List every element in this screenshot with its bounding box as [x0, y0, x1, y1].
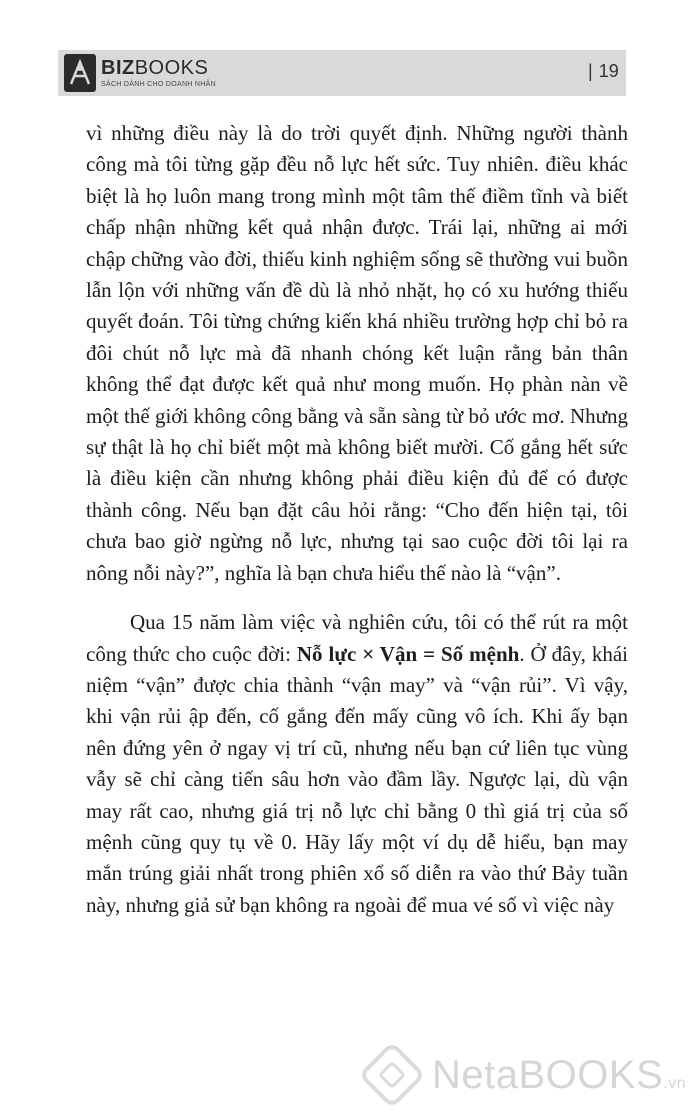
logo-tagline: SÁCH DÀNH CHO DOANH NHÂN [101, 81, 216, 88]
bizbooks-logo [64, 52, 216, 94]
body-text [86, 118, 628, 921]
formula-text: Nỗ lực × Vận = Số mệnh [296, 641, 520, 666]
page-number-value: 19 [598, 61, 619, 81]
logo-brand: BIZBOOKS [101, 57, 209, 79]
page-separator: | [588, 61, 593, 81]
paragraph-2-intro: Qua 15 năm làm việc và nghiên cứu, tôi có thể rút ra một công thức cho cuộc đời: [86, 610, 628, 666]
paragraph-2 [86, 607, 628, 921]
netabooks-watermark [368, 1040, 686, 1110]
netabooks-logo-icon [358, 1041, 426, 1109]
bizbooks-logo-icon [64, 54, 96, 92]
paragraph-2-rest: . Ở đây, khái niệm “vận” được chia thành “vận may” và “vận rủi”. Vì vậy, khi vận rủi ập đến, cố gắng đến mấy cũng vô ích. Khi ấy bạn nên đứng yên ở ngay vị trí cũ, nhưng nếu bạn cứ liên tục vùng vẫy sẽ chỉ càng tiến sâu hơn vào đầm lầy. Ngược lại, dù vận may rất cao, nhưng giá trị nỗ lực chỉ bằng 0 thì giá trị của số mệnh cũng quy tụ về 0. Hãy lấy một ví dụ dễ hiểu, bạn may mắn trúng giải nhất trong phiên xổ số diễn ra vào thứ Bảy tuần này, nhưng giả sử bạn không ra ngoài để mua vé số vì việc này [86, 641, 628, 917]
paragraph-1: vì những điều này là do trời quyết định. Những người thành công mà tôi từng gặp đều nỗ lực hết sức. Tuy nhiên. điều khác biệt là họ luôn mang trong mình một tâm thế điềm tĩnh và biết chấp nhận những kết quả nhận được. Trái lại, những ai mới chập chững vào đời, thiếu kinh nghiệm sống sẽ thường vui buồn lẫn lộn với những vấn đề dù là nhỏ nhặt, họ có xu hướng thiếu quyết đoán. Tôi từng chứng kiến khá nhiều trường hợp chỉ bỏ ra đôi chút nỗ lực mà đã nhanh chóng kết luận rằng bản thân không thể đạt được kết quả như mong muốn. Họ phàn nàn về một thế giới không công bằng và sẵn sàng từ bỏ ước mơ. Nhưng sự thật là họ chỉ biết một mà không biết mười. Cố gắng hết sức là điều kiện cần nhưng không phải điều kiện đủ để có được thành công. Nếu bạn đặt câu hỏi rằng: “Cho đến hiện tại, tôi chưa bao giờ ngừng nỗ lực, nhưng tại sao cuộc đời tôi lại ra nông nỗi này?”, nghĩa là bạn chưa hiểu thế nào là “vận”. [86, 121, 628, 585]
watermark-text: NetaBOOKS.vn [432, 1052, 687, 1097]
page-number [588, 61, 619, 82]
